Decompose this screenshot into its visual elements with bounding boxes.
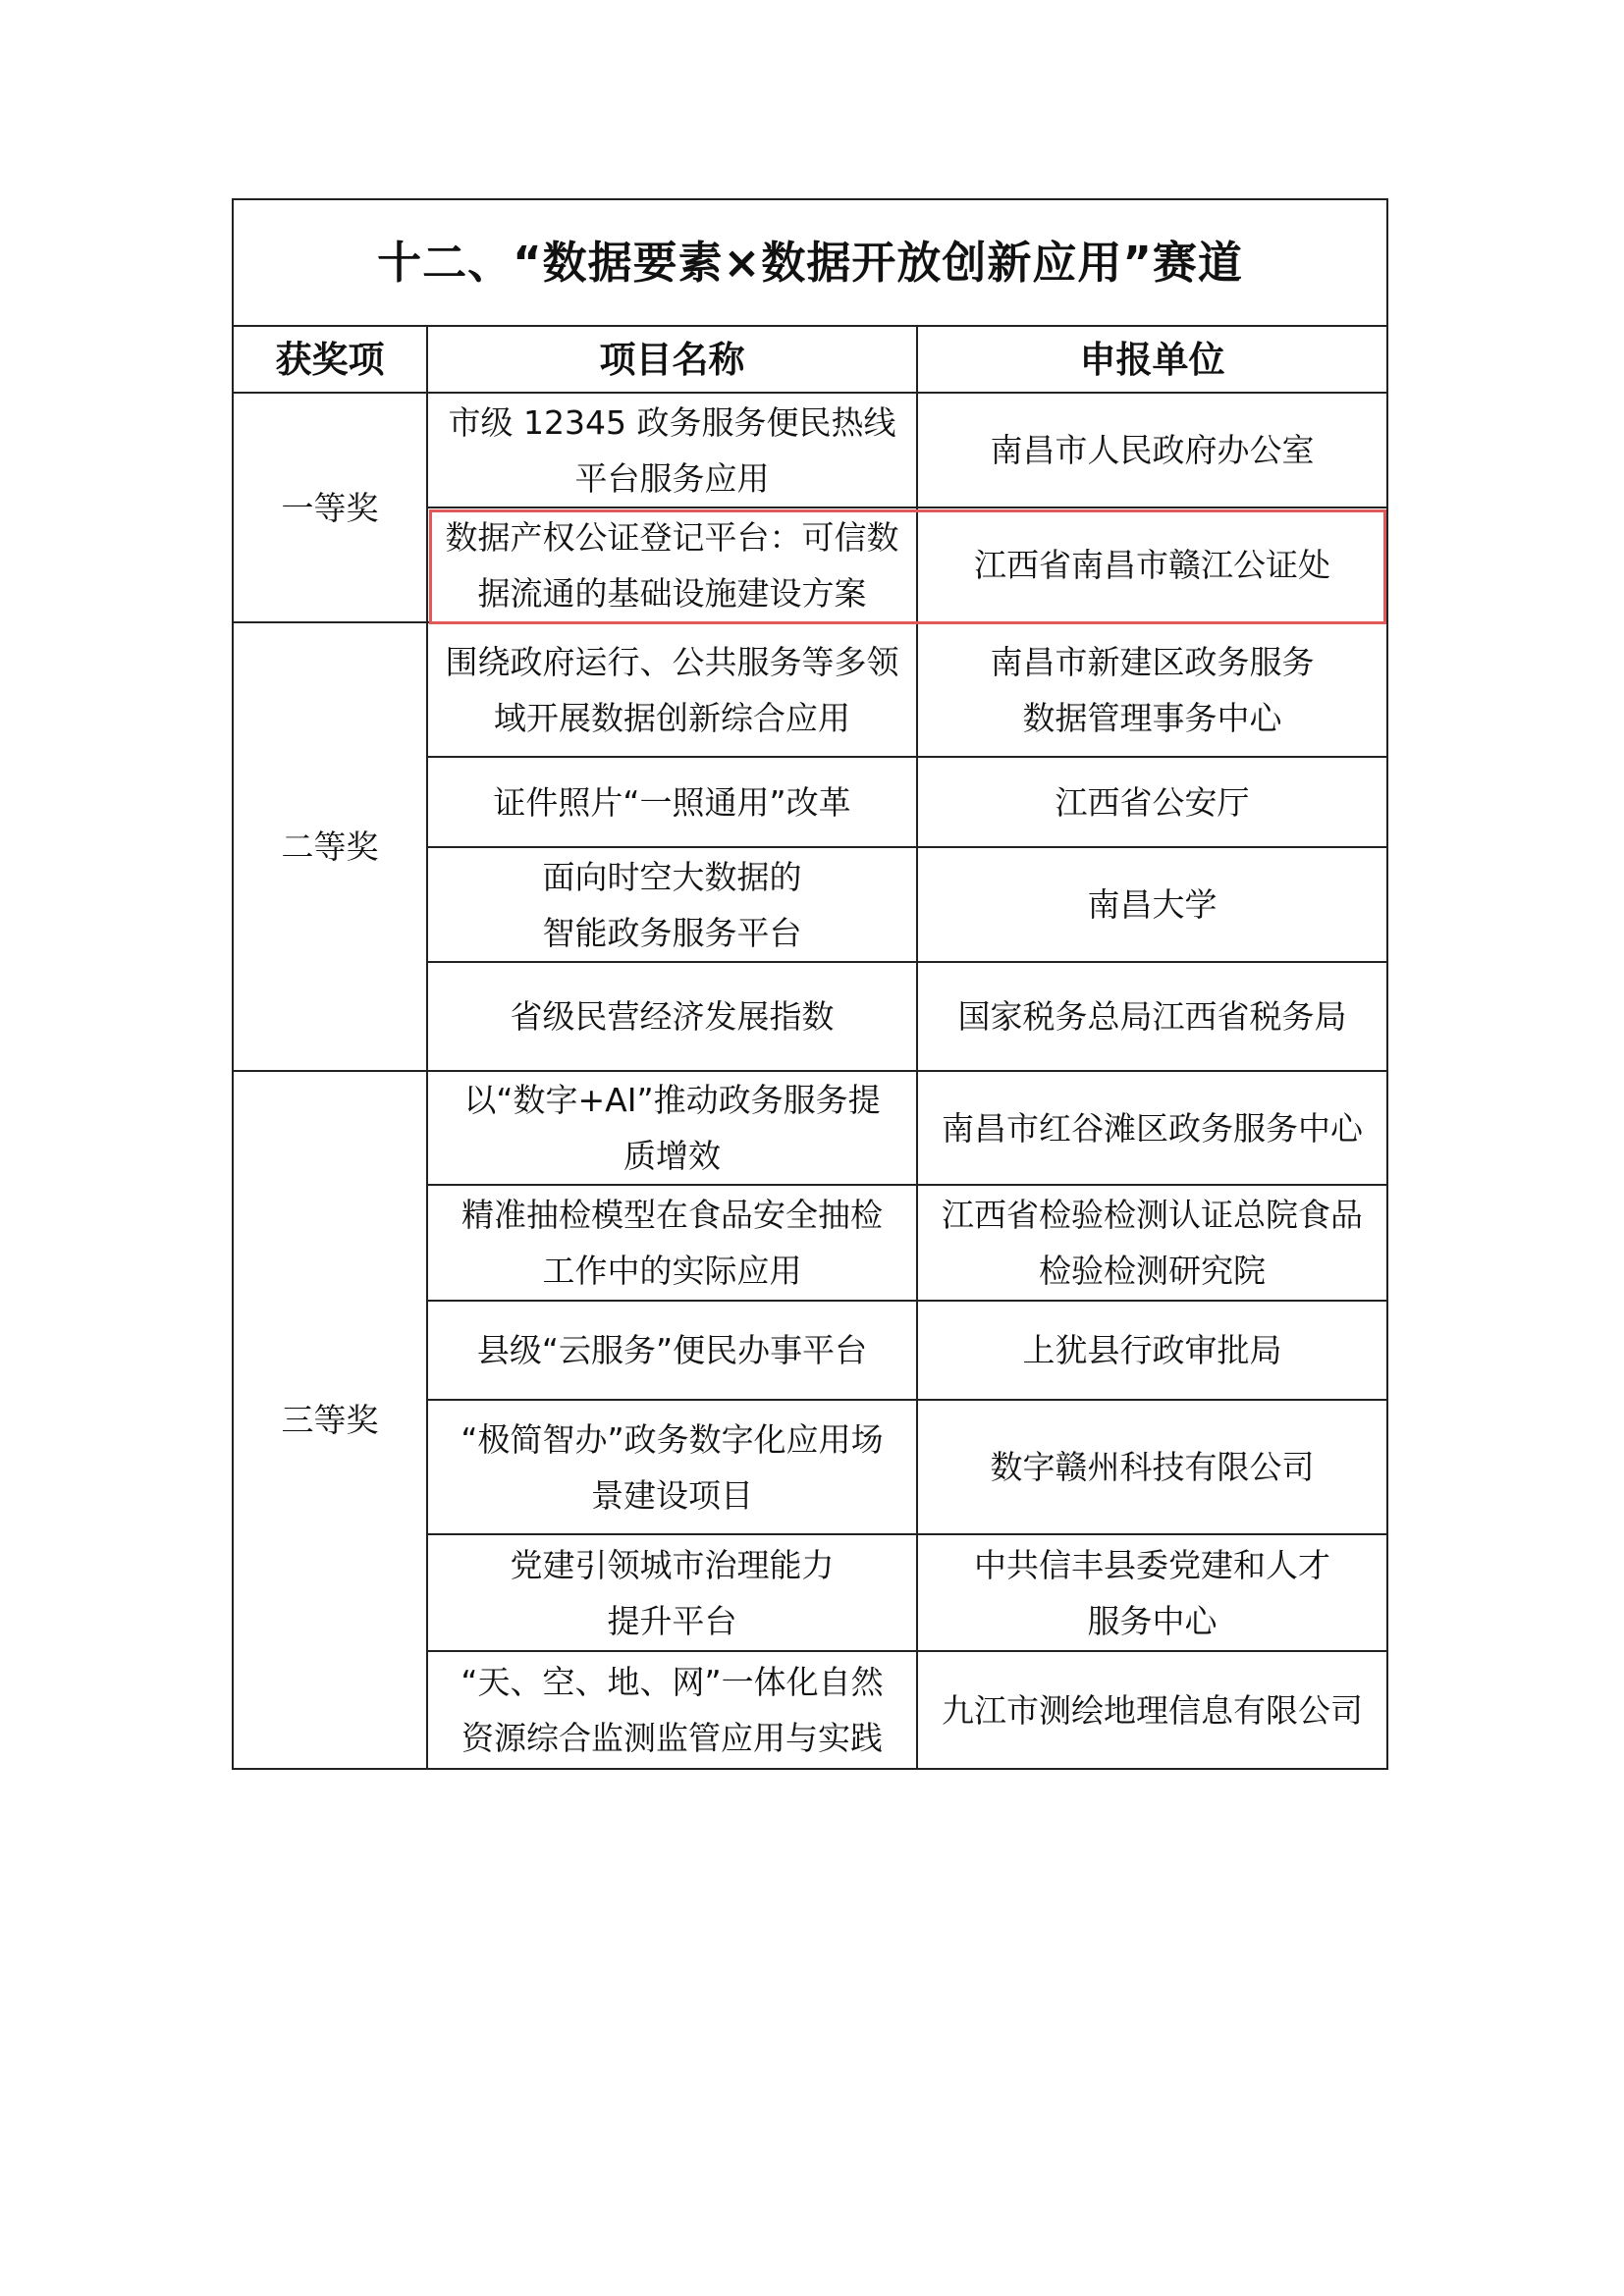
- unit-name: 南昌大学: [917, 847, 1387, 962]
- unit-name: 南昌市新建区政务服务 数据管理事务中心: [917, 622, 1387, 757]
- unit-name: 上犹县行政审批局: [917, 1301, 1387, 1400]
- project-name: 围绕政府运行、公共服务等多领 域开展数据创新综合应用: [427, 622, 917, 757]
- project-name: 面向时空大数据的 智能政务服务平台: [427, 847, 917, 962]
- project-name: 党建引领城市治理能力 提升平台: [427, 1534, 917, 1651]
- unit-name: 数字赣州科技有限公司: [917, 1400, 1387, 1534]
- table-row: [233, 622, 1387, 757]
- unit-name: 江西省检验检测认证总院食品 检验检测研究院: [917, 1185, 1387, 1301]
- award-second: 二等奖: [233, 622, 427, 1071]
- project-name: 证件照片“一照通用”改革: [427, 757, 917, 847]
- project-name: “极简智办”政务数字化应用场 景建设项目: [427, 1400, 917, 1534]
- project-name: “天、空、地、网”一体化自然 资源综合监测监管应用与实践: [427, 1651, 917, 1769]
- unit-name: 江西省南昌市赣江公证处: [917, 507, 1387, 622]
- project-name: 以“数字+AI”推动政务服务提 质增效: [427, 1071, 917, 1185]
- project-name: 县级“云服务”便民办事平台: [427, 1301, 917, 1400]
- award-third: 三等奖: [233, 1071, 427, 1769]
- unit-name: 南昌市人民政府办公室: [917, 393, 1387, 507]
- project-name: 市级 12345 政务服务便民热线 平台服务应用: [427, 393, 917, 507]
- header-unit: 申报单位: [917, 326, 1387, 393]
- unit-name: 九江市测绘地理信息有限公司: [917, 1651, 1387, 1769]
- award-first: 一等奖: [233, 393, 427, 622]
- header-project: 项目名称: [427, 326, 917, 393]
- title-row: [233, 199, 1387, 326]
- unit-name: 江西省公安厅: [917, 757, 1387, 847]
- table-row: [233, 1071, 1387, 1185]
- unit-name: 国家税务总局江西省税务局: [917, 962, 1387, 1071]
- unit-name: 南昌市红谷滩区政务服务中心: [917, 1071, 1387, 1185]
- project-name: 省级民营经济发展指数: [427, 962, 917, 1071]
- project-name: 精准抽检模型在食品安全抽检 工作中的实际应用: [427, 1185, 917, 1301]
- award-table: [232, 198, 1388, 1770]
- header-award: 获奖项: [233, 326, 427, 393]
- project-name: 数据产权公证登记平台：可信数 据流通的基础设施建设方案: [427, 507, 917, 622]
- unit-name: 中共信丰县委党建和人才 服务中心: [917, 1534, 1387, 1651]
- table-row: [233, 393, 1387, 507]
- header-row: [233, 326, 1387, 393]
- table-title: 十二、“数据要素×数据开放创新应用”赛道: [233, 199, 1387, 326]
